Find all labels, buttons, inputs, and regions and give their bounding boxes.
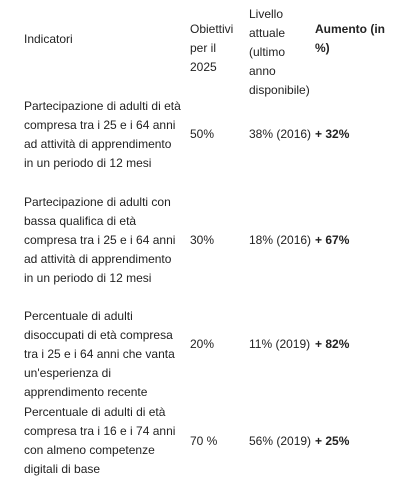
increase-cell: + 67% bbox=[315, 233, 350, 247]
table-row bbox=[0, 97, 402, 177]
indicator-cell: Percentuale di adulti disoccupati di età compresa tra i 25 e i 64 anni che vanta un'esperienza di apprendimento recente bbox=[24, 309, 175, 399]
target-cell: 20% bbox=[190, 337, 215, 351]
indicator-cell: Partecipazione di adulti di età compresa tra i 25 e i 64 anni ad attività di apprendimento in un periodo di 12 mesi bbox=[24, 99, 181, 170]
target-cell: 50% bbox=[190, 127, 215, 141]
current-level-cell: 11% (2019) bbox=[249, 337, 311, 351]
table-row bbox=[0, 403, 402, 479]
header-increase: Aumento (in %) bbox=[315, 22, 385, 55]
target-cell: 70 % bbox=[190, 434, 218, 448]
indicator-cell: Percentuale di adulti di età compresa tra i 16 e i 74 anni con almeno competenze digitali di base bbox=[24, 405, 176, 476]
increase-cell: + 32% bbox=[315, 127, 350, 141]
table-row bbox=[0, 307, 402, 399]
header-indicator: Indicatori bbox=[24, 32, 73, 46]
indicator-cell: Partecipazione di adulti con bassa qualifica di età compresa tra i 25 e i 64 anni ad attività di apprendimento in un periodo di 12 mesi bbox=[24, 195, 176, 285]
target-cell: 30% bbox=[190, 233, 215, 247]
current-level-cell: 38% (2016) bbox=[249, 127, 312, 141]
increase-cell: + 25% bbox=[315, 434, 350, 448]
header-target: Obiettivi per il 2025 bbox=[190, 22, 234, 74]
table-header bbox=[0, 0, 402, 97]
increase-cell: + 82% bbox=[315, 337, 350, 351]
table-row bbox=[0, 193, 402, 289]
current-level-cell: 56% (2019) bbox=[249, 434, 312, 448]
header-current-level: Livello attuale (ultimo anno disponibile) bbox=[249, 7, 310, 97]
current-level-cell: 18% (2016) bbox=[249, 233, 312, 247]
